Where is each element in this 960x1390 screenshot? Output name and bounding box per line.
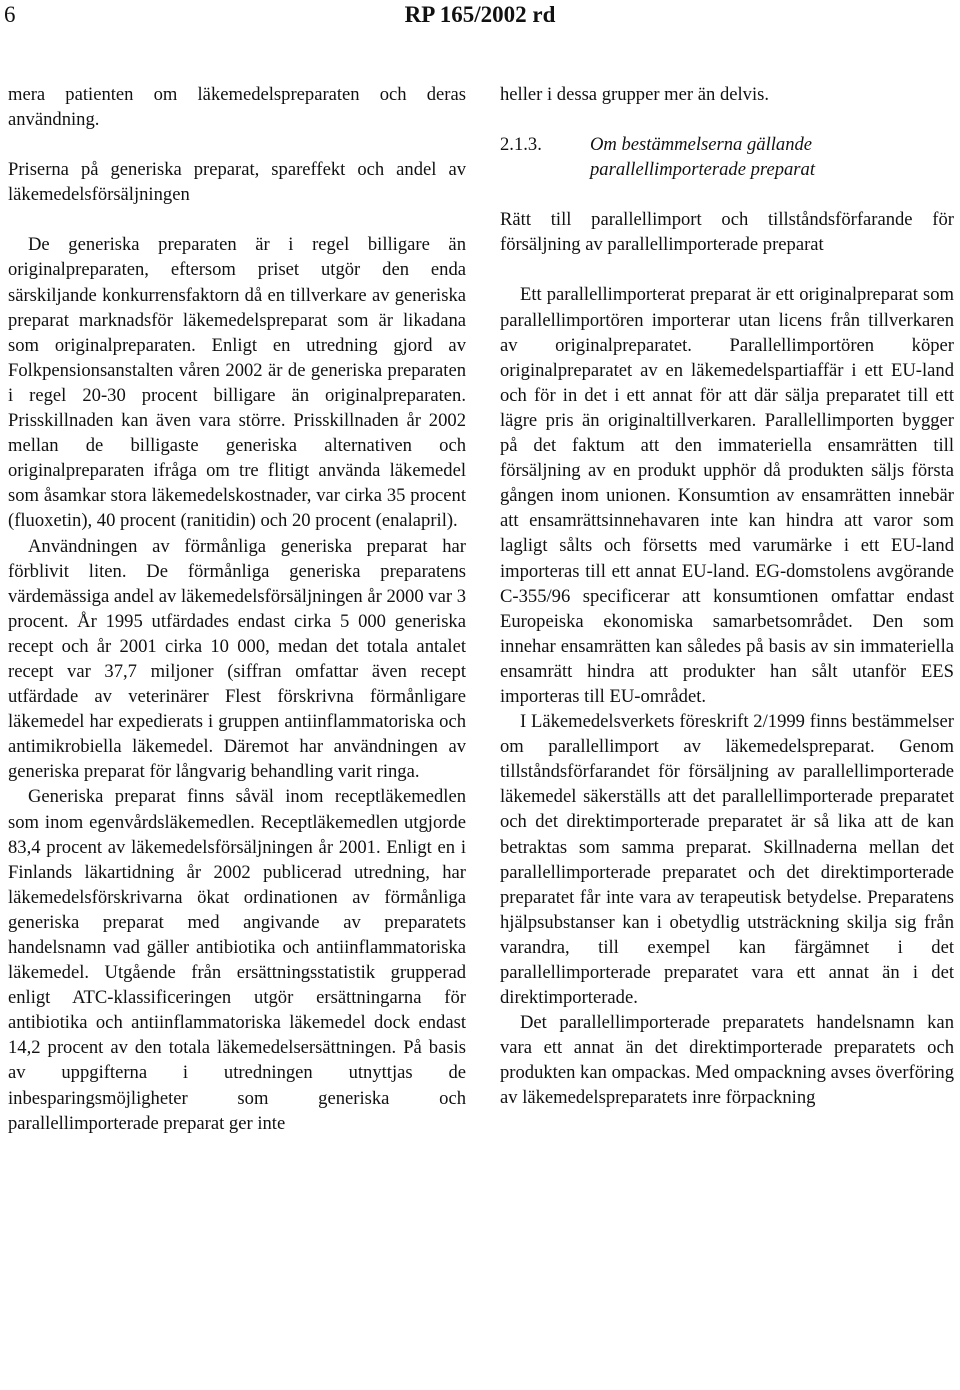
right-column (500, 82, 954, 1111)
page-header (0, 0, 960, 42)
paragraph-regulation: I Läkemedelsverkets föreskrift 2/1999 finns bestämmelser om parallellimport av läkemedelspreparat. Genom tillståndsförfarandet för försäljning av parallellimporterade läkemedel säkerställs att det parallellimporterade preparatet och det direktimporterade preparatet är så lika att de kan betraktas som samma preparat. Skillnaderna mellan det parallellimporterade preparatet och det direktimporterade preparatet får inte vara av terapeutisk betydelse. Preparatens hjälpsubstanser kan i obetydlig utsträckning skilja sig från varandra, till exempel kan färgämnet i det parallellimporterade preparatet vara ett annat än i det direktimporterade. (500, 711, 954, 1009)
page-number: 6 (4, 2, 16, 27)
continued-paragraph: mera patienten om läkemedelspreparaten och deras användning. (8, 84, 466, 131)
paragraph-generic-prices: De generiska preparaten är i regel billigare än originalpreparaten, eftersom priset utgör den enda särskiljande konkurrensfaktorn då en tillverkare av generiska preparat marknadsför läkemedelspreparat som är likadana som originalpreparaten. Enligt en utredning gjord av Folkpensionsanstalten våren 2002 är de generiska preparaten i regel 20-30 procent billigare än originalpreparaten. Prisskillnaden kan även vara större. Prisskillnaden år 2002 mellan de billigaste generiska alternativen och originalpreparaten ifråga om tre flitigt använda läkemedel som åsamkar stora läkemedelskostnader, var cirka 35 procent (fluoxetin), 40 procent (ranitidin) och 20 procent (enalapril). (8, 234, 466, 532)
document-title: RP 165/2002 rd (404, 2, 556, 27)
paragraph-parallel-import: Ett parallellimporterat preparat är ett originalpreparat som parallellimportören importerar utan licens från tillverkaren av originalpreparatet. Parallellimportören köper originalpreparatet av en läkemedelspartiaffär i ett EU-land och för in det i ett annat för att där sälja preparatet till ett lägre pris än originaltillverkaren. Parallellimporten bygger på det faktum att den immateriella ensamrätten till försäljning av en produkt upphör då produkten säljs första gången inom unionen. Konsumtion av ensamrätten innebär att ensamrättsinnehavaren inte kan hindra att varor som lagligt sålts och försetts med varumärke i ett EU-land importeras till ett annat EU-land. EG-domstolens avgörande C-355/96 specificerar att konsumtionen omfattar endast Europeiska ekonomiska samarbetsområdet. Den som innehar ensamrätten kan således på basis av sin immateriella ensamrätt hindra att produkter han sålt utanför EES importeras till EU-området. (500, 284, 954, 707)
paragraph-prescription-drugs: Generiska preparat finns såväl inom receptläkemedlen som inom egenvårdsläkemedlen. Receptläkemedlen utgjorde 83,4 procent av läkemedelsförsäljningen år 2001. Enligt en i Finlands läkartidning år 2002 publicerad utredning, har läkemedelsförskrivarna ökat ordinationen av förmånliga generiska preparat med angivande av preparatets handelsnamn vad gäller antibiotika och antiinflammatoriska läkemedel. Utgående från ersättningsstatistik grupperad enligt ATC-klassificeringen utgör ersättningarna för antibiotika och antiinflammatoriska läkemedel dock endast 14,2 procent av den totala läkemedelsersättningen. På basis av uppgifterna i utredningen utnyttjas de inbesparingsmöjligheter som generiska och parallellimporterade preparat ger inte (8, 786, 466, 1134)
paragraph-trade-name: Det parallellimporterade preparatets handelsnamn kan vara ett annat än det direktimporterade preparatets och produkten kan ompackas. Med ompackning avses överföring av läkemedelspreparatets inre förpackning (500, 1012, 954, 1109)
subheading-parallel-import: Rätt till parallellimport och tillståndsförfarande för försäljning av parallellimporterade preparat (500, 209, 954, 256)
section-heading (500, 132, 954, 182)
section-title: Om bestämmelserna gällande parallellimporterade preparat (590, 134, 816, 181)
subheading-prices: Priserna på generiska preparat, spareffekt och andel av läkemedelsförsäljningen (8, 159, 466, 206)
continued-paragraph-right: heller i dessa grupper mer än delvis. (500, 84, 770, 105)
section-number: 2.1.3. (500, 134, 542, 156)
left-column (8, 82, 466, 1136)
paragraph-generic-usage: Användningen av förmånliga generiska preparat har förblivit liten. De förmånliga generiska preparatens värdemässiga andel av läkemedelsförsäljningen år 2000 var 3 procent. År 1995 utfärdades endast cirka 5 000 generiska recept och år 2001 cirka 10 000, medan det totala antalet recept var 37,7 miljoner (siffran omfattar även recept utfärdade av veterinärer Flest förskrivna förmånligare läkemedel har expedierats i gruppen antiinflammatoriska och antimikrobiella läkemedel. Däremot har användningen av generiska preparat för långvarig behandling varit ringa. (8, 535, 466, 783)
